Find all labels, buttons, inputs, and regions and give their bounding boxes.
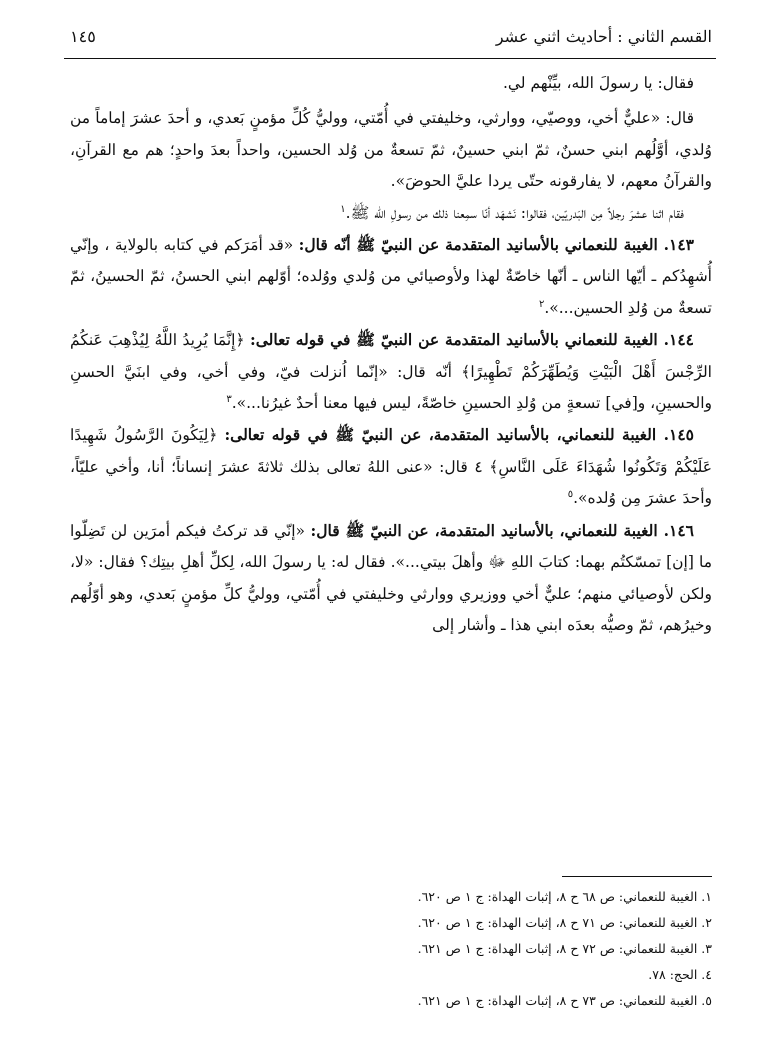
running-header [70,22,712,50]
footnote: ٥. الغيبة للنعماني: ص ٧٣ ح ٨، إثبات الهداة: ج ١ ص ٦٢١. [417,993,712,1008]
footnote: ٢. الغيبة للنعماني: ص ٧١ ح ٨، إثبات الهداة: ج ١ ص ٦٢٠. [417,915,712,930]
paragraph-text: قال: «عليٌّ أخي، ووصيّي، ووارثي، وخليفتي في أُمّتي، ووليُّ كُلِّ مؤمنٍ بَعدي، و أحدَ عشرَ إماماً من وُلدي، أوَّلُهم ابني حسنٌ، ثمّ ابني حسينٌ، ثمّ تسعةٌ من وُلد الحسين، واحداً بعدَ واحدٍ؛ هم مع القرآنِ، والقرآنُ معهم، لا يفارقونه حتّى يردا عليَّ الحوضَ». [70,109,712,191]
paragraph [70,198,712,229]
footnote-ref: ٢ [538,298,545,310]
hadith-text: ﴿إِنَّمَا يُرِيدُ اللَّهُ لِيُذْهِبَ عَنكُمُ الرِّجْسَ أَهْلَ الْبَيْتِ وَيُطَهِّرَكُمْ تَطْهِيرًا﴾ أنّه قال: «إنّما اُنزلت فيّ، وفي أخي، وفي ابنَيَّ الحسنِ والحسينِ، و[في] تسعةٍ من وُلدِ الحسينِ خاصّةً، ليس فيها معنا أحدٌ غيرُنا...». [70,331,712,413]
hadith-text: «إنّي قد تركتُ فيكم أمرَين لن تَضِلّوا ما [إن] تمسّكتُم بهما: كتابَ اللهِ ﷻ وأهلَ بيتي...». فقال له: يا رسولَ الله، لِكلِّ أهلِ بيتِك؟ فقال: «لا، ولكن لأوصيائي منهم؛ عليٌّ أخي ووزيري ووارثي وخليفتي في أُمّتي، ووليُّ كلِّ مؤمنٍ بَعدي، وهو أوّلُهم وخيرُهم، ثمّ وصيُّه بعدَه ابني هذا ـ وأشار إلى [70,521,712,634]
hadith-heading: ١٤٣. الغيبة للنعماني بالأسانيد المتقدمة عن النبيّ ﷺ أنّه قال: [298,235,695,255]
paragraph-text: فقام اثنا عشرَ رجلاً مِن البَدريّين، فقالوا: نَشهَد أنّا سمِعنا ذلك من رسولِ الله ﷺ. [345,203,684,222]
hadith-entry [70,324,712,419]
paragraph [70,103,712,197]
paragraph-text: فقال: يا رسولَ الله، بيِّنْهم لي. [502,74,694,92]
footnote: ٣. الغيبة للنعماني: ص ٧٢ ح ٨، إثبات الهداة: ج ١ ص ٦٢١. [417,941,712,956]
footnotes [250,884,712,1014]
hadith-text: ﴿لِيَكُونَ الرَّسُولُ شَهِيدًا عَلَيْكُمْ وَتَكُونُوا شُهَدَاءَ عَلَى النَّاسِ﴾ ٤ قال: «عنى اللهُ تعالى بذلك ثلاثةَ عشرَ إنساناً؛ أنا، وأخي عليّاً، وأحدَ عشرَ مِن وُلده». [70,426,713,508]
hadith-heading: ١٤٤. الغيبة للنعماني بالأسانيد المتقدمة عن النبيّ ﷺ في قوله تعالى: [249,330,694,350]
hadith-heading: ١٤٥. الغيبة للنعماني، بالأسانيد المتقدمة، عن النبيّ ﷺ في قوله تعالى: [224,425,694,445]
hadith-heading: ١٤٦. الغيبة للنعماني، بالأسانيد المتقدمة، عن النبيّ ﷺ قال: [310,520,694,540]
hadith-text: «قد أمَرَكم في كتابه بالولاية ، وإنّي أُشهِدُكم ـ أيّها الناس ـ أنّها خاصّةٌ لهذا ولأوصيائي من وُلدي ووُلده؛ أوّلهم ابني الحسنُ، ثمّ الحسينُ، ثمّ تسعةٌ من وُلدِ الحسين...». [70,236,712,317]
footnote: ٤. الحج: ٧٨. [648,967,712,982]
page-number: ١٤٥ [70,26,96,46]
hadith-entry [70,229,712,324]
hadith-entry [70,515,712,642]
header-rule [64,58,716,59]
footnote-ref: ١ [340,203,346,215]
header-title: القسم الثاني : أحاديث اثني عشر [495,26,712,46]
footnote-ref: ٥ [567,489,574,501]
main-text [70,68,712,641]
paragraph [70,68,712,99]
footnote: ١. الغيبة للنعماني: ص ٦٨ ح ٨، إثبات الهداة: ج ١ ص ٦٢٠. [417,889,712,904]
footnote-ref: ٣ [226,393,232,405]
footnote-rule [562,876,712,877]
hadith-entry [70,419,712,514]
